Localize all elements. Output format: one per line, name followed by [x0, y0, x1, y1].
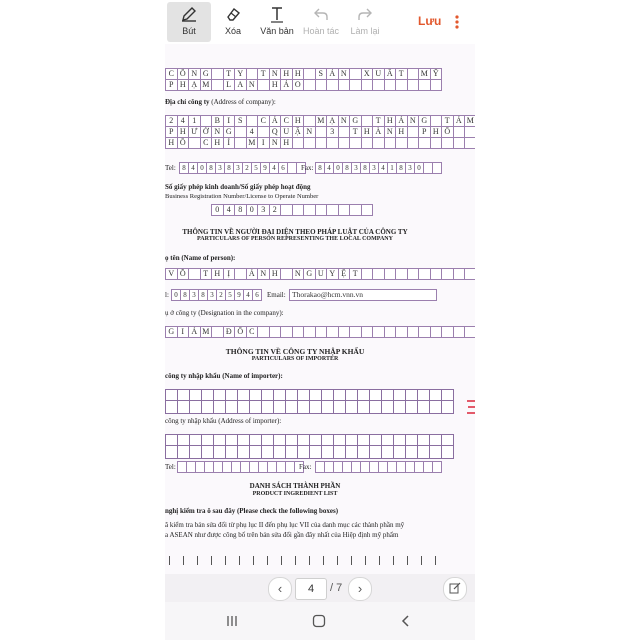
grid-cell: N [257, 268, 270, 280]
grid-cell: G [165, 326, 178, 338]
grid-cell: N [246, 79, 259, 91]
grid-cell: N [269, 68, 282, 80]
grid-cell: 4 [177, 115, 190, 127]
annotation-toolbar [165, 0, 475, 45]
tick-mark [169, 556, 170, 565]
grid-cell: H [177, 79, 190, 91]
grid-cell: Ạ [188, 79, 201, 91]
company-name-grid-line2 [165, 79, 441, 91]
grid-cell: T [257, 68, 270, 80]
grid-cell: Đ [223, 326, 236, 338]
grid-cell: N [292, 268, 305, 280]
grid-cell: G [223, 126, 236, 138]
grid-cell: 3 [207, 289, 217, 301]
grid-cell: 9 [234, 289, 244, 301]
grid-cell: H [269, 79, 282, 91]
tick-mark [239, 556, 240, 565]
pen-tool-button[interactable] [167, 2, 211, 42]
tick-mark [393, 556, 394, 565]
grid-cell: 5 [251, 162, 261, 174]
tel-label: Tel: [165, 164, 176, 172]
grid-cell: Ư [188, 126, 201, 138]
grid-cell: N [338, 115, 351, 127]
grid-cell: Á [188, 326, 201, 338]
grid-cell: N [384, 126, 397, 138]
grid-cell: À [372, 126, 385, 138]
tick-mark [435, 556, 436, 565]
tick-mark [253, 556, 254, 565]
tick-mark [183, 556, 184, 565]
grid-cell: Ỹ [430, 68, 443, 80]
undo-icon [299, 2, 343, 26]
grid-cell: 8 [315, 162, 325, 174]
grid-cell: 2 [165, 115, 178, 127]
declaration-line2: a ASEAN như được công bố trên bản sửa đổi gần đây nhất của Hiệp định mỹ phẩm [165, 531, 399, 539]
importer-section-title-en: PARTICULARS OF IMPORTER [251, 356, 339, 362]
text-icon [255, 2, 299, 26]
chevron-left-icon: ‹ [277, 581, 283, 596]
previous-page-button[interactable] [268, 577, 292, 601]
edit-share-button[interactable] [443, 577, 467, 601]
grid-cell: Ờ [200, 126, 213, 138]
grid-cell: H [269, 268, 282, 280]
grid-cell: H [280, 137, 293, 149]
check-boxes-label: nghị kiểm tra ô sau đây (Please check the following boxes) [165, 507, 339, 515]
tick-mark [351, 556, 352, 565]
page-navigation-bar [165, 574, 475, 602]
grid-cell: H [430, 126, 443, 138]
tick-mark [337, 556, 338, 565]
redo-button[interactable] [343, 2, 387, 42]
grid-cell: H [177, 126, 190, 138]
grid-cell: C [165, 68, 178, 80]
grid-cell: T [223, 68, 236, 80]
importer-name-label: công ty nhập khẩu (Name of importer): [165, 372, 283, 380]
email-field: Thorakao@hcm.vnn.vn [289, 289, 437, 301]
total-pages: / 7 [330, 582, 343, 594]
grid-cell: 0 [171, 289, 181, 301]
grid-cell: 4 [223, 204, 236, 216]
grid-cell: Á [395, 115, 408, 127]
grid-cell: M [200, 79, 213, 91]
grid-cell: 3 [405, 162, 415, 174]
grid-cell: 0 [197, 162, 207, 174]
tick-mark [421, 556, 422, 565]
grid-cell: Ạ [326, 115, 339, 127]
grid-cell: G [349, 115, 362, 127]
tick-mark [365, 556, 366, 565]
grid-cell: 0 [246, 204, 259, 216]
grid-cell: H [292, 115, 305, 127]
grid-cell: 3 [233, 162, 243, 174]
grid-cell: T [349, 126, 362, 138]
chevron-right-icon: › [357, 581, 363, 596]
grid-cell: T [395, 68, 408, 80]
grid-cell: M [464, 115, 475, 127]
grid-cell [464, 268, 475, 280]
importer-tel-grid [177, 461, 303, 473]
grid-cell: Á [453, 115, 466, 127]
grid-cell: Ị [223, 268, 236, 280]
grid-cell: H [280, 68, 293, 80]
grid-cell [430, 79, 443, 91]
ingredient-section-title-en: PRODUCT INGREDIENT LIST [252, 491, 338, 497]
grid-cell: U [372, 68, 385, 80]
grid-cell: 3 [189, 289, 199, 301]
grid-cell: 3 [257, 204, 270, 216]
person-name-label: ọ tên (Name of person): [165, 254, 236, 262]
address-label: Địa chỉ công ty (Address of company): [165, 98, 276, 106]
grid-cell: X [361, 68, 374, 80]
eraser-tool-button[interactable] [211, 2, 255, 42]
grid-cell: M [246, 137, 259, 149]
current-page-input[interactable]: 4 [295, 578, 327, 600]
red-margin-mark [467, 400, 475, 402]
importer-tel-label: Tel: [165, 463, 176, 471]
grid-cell: 0 [333, 162, 343, 174]
grid-cell: 1 [188, 115, 201, 127]
grid-cell: O [292, 79, 305, 91]
grid-cell: Ố [234, 326, 247, 338]
grid-cell: N [269, 137, 282, 149]
grid-cell: Ả [280, 79, 293, 91]
grid-cell: 3 [326, 126, 339, 138]
grid-cell [464, 137, 475, 149]
grid-cell: C [246, 326, 259, 338]
empty-grid-cell [432, 461, 442, 473]
grid-cell: 0 [414, 162, 424, 174]
grid-cell: L [223, 79, 236, 91]
grid-cell: 8 [342, 162, 352, 174]
tick-mark [225, 556, 226, 565]
grid-cell: B [211, 115, 224, 127]
grid-cell: S [234, 115, 247, 127]
grid-cell: 8 [234, 204, 247, 216]
fax-grid [315, 162, 441, 174]
grid-cell: 3 [215, 162, 225, 174]
system-navigation-bar [165, 602, 475, 640]
tick-mark [379, 556, 380, 565]
save-button[interactable]: Lưu [418, 14, 442, 28]
importer-name-grid-line2 [165, 400, 453, 414]
grid-cell: 6 [252, 289, 262, 301]
grid-cell: P [165, 79, 178, 91]
grid-cell: 4 [243, 289, 253, 301]
grid-cell: T [349, 268, 362, 280]
grid-cell: 8 [198, 289, 208, 301]
grid-cell: M [315, 115, 328, 127]
home-icon[interactable] [312, 614, 326, 628]
grid-cell [361, 204, 374, 216]
grid-cell: Ấ [384, 68, 397, 80]
grid-cell: 2 [269, 204, 282, 216]
grid-cell: P [165, 126, 178, 138]
grid-cell: N [407, 115, 420, 127]
redo-icon [343, 2, 387, 26]
importer-fax-label: Fax: [299, 463, 312, 471]
tel-grid [179, 162, 305, 174]
grid-cell: G [303, 268, 316, 280]
red-margin-mark [467, 412, 475, 414]
person-name-grid [165, 268, 475, 280]
grid-cell: Á [246, 268, 259, 280]
grid-cell: H [361, 126, 374, 138]
recent-apps-icon[interactable] [225, 614, 239, 628]
pen-tool-label: Bút [182, 26, 196, 36]
license-grid [211, 204, 372, 216]
grid-cell: 8 [179, 162, 189, 174]
grid-cell: U [280, 126, 293, 138]
designation-label: ụ ở công ty (Designation in the company): [165, 309, 284, 317]
grid-cell: N [338, 68, 351, 80]
grid-cell: C [200, 137, 213, 149]
grid-cell: 3 [351, 162, 361, 174]
grid-cell: 0 [211, 204, 224, 216]
red-margin-mark [468, 406, 475, 408]
importer-section-title: THÔNG TIN VỀ CÔNG TY NHẬP KHẨU [225, 347, 365, 356]
grid-cell: Ả [326, 68, 339, 80]
grid-cell: P [418, 126, 431, 138]
license-label: Số giấy phép kinh doanh/Số giấy phép hoạt động [165, 183, 311, 191]
text-tool-button[interactable] [255, 2, 299, 42]
grid-cell: G [418, 115, 431, 127]
ingredient-section-title: DANH SÁCH THÀNH PHẦN [249, 482, 341, 490]
tick-mark [407, 556, 408, 565]
grid-cell: 8 [224, 162, 234, 174]
importer-fax-grid [315, 461, 441, 473]
grid-cell: N [211, 126, 224, 138]
email-label: Email: [267, 291, 286, 299]
address-grid-line3 [165, 137, 475, 149]
grid-cell: 4 [246, 126, 259, 138]
grid-cell: T [441, 115, 454, 127]
undo-button[interactable] [299, 2, 343, 42]
fax-label: Fax: [301, 164, 314, 172]
rep-section-title-en: PARTICULARS OF PERSON REPRESENTING THE LOCAL COMPANY [197, 236, 393, 242]
grid-cell: 4 [378, 162, 388, 174]
grid-cell: 1 [387, 162, 397, 174]
grid-cell: Í [223, 137, 236, 149]
redo-label: Làm lại [350, 26, 380, 36]
grid-cell: Ô [177, 68, 190, 80]
text-tool-label: Văn bản [260, 26, 294, 36]
grid-cell: M [200, 326, 213, 338]
eraser-tool-label: Xóa [224, 26, 241, 36]
grid-cell: 8 [180, 289, 190, 301]
grid-cell: 4 [324, 162, 334, 174]
grid-cell: Q [269, 126, 282, 138]
grid-cell: Y [326, 268, 339, 280]
grid-cell: Õ [177, 268, 190, 280]
grid-cell: H [165, 137, 178, 149]
tick-mark [309, 556, 310, 565]
grid-cell: N [303, 126, 316, 138]
grid-cell: C [280, 115, 293, 127]
grid-cell: M [418, 68, 431, 80]
grid-cell: A [234, 79, 247, 91]
eraser-icon [211, 2, 255, 26]
grid-cell: S [315, 68, 328, 80]
grid-cell: Ậ [292, 126, 305, 138]
table-header-ticks [165, 556, 455, 566]
tick-mark [211, 556, 212, 565]
grid-cell [464, 326, 475, 338]
grid-cell: Á [269, 115, 282, 127]
importer-address-label: công ty nhập khẩu (Address of importer): [165, 417, 282, 425]
designation-grid [165, 326, 475, 338]
grid-cell: 9 [260, 162, 270, 174]
grid-cell: 3 [369, 162, 379, 174]
grid-cell: H [292, 68, 305, 80]
grid-cell: I [257, 137, 270, 149]
license-label-en: Business Registration Number/License to Operate Number [165, 193, 319, 200]
tick-mark [281, 556, 282, 565]
grid-cell: 4 [188, 162, 198, 174]
grid-cell [432, 162, 442, 174]
pen-icon [167, 2, 211, 26]
grid-cell: Ệ [338, 268, 351, 280]
grid-cell: 8 [396, 162, 406, 174]
grid-cell: G [200, 68, 213, 80]
phone-screen [165, 0, 475, 640]
tick-mark [197, 556, 198, 565]
grid-cell: C [257, 115, 270, 127]
phone-grid [171, 289, 261, 301]
declaration-line1: ã kiểm tra bản sửa đổi từ phụ lục II đến phụ lục VII của danh mục các thành phần mỹ [165, 521, 405, 529]
grid-cell: N [188, 68, 201, 80]
grid-cell: H [211, 268, 224, 280]
empty-grid-cell [441, 400, 454, 414]
next-page-button[interactable] [348, 577, 372, 601]
grid-cell: U [315, 268, 328, 280]
tick-mark [323, 556, 324, 565]
grid-cell: H [211, 137, 224, 149]
undo-label: Hoàn tác [302, 26, 340, 36]
grid-cell: Y [234, 68, 247, 80]
grid-cell: 2 [216, 289, 226, 301]
empty-grid-cell [441, 445, 454, 459]
grid-cell: 6 [278, 162, 288, 174]
rep-section-title: THÔNG TIN VỀ NGƯỜI ĐẠI DIỆN THEO PHÁP LUẬT CỦA CÔNG TY [182, 228, 408, 236]
grid-cell: Ồ [177, 137, 190, 149]
grid-cell: 4 [269, 162, 279, 174]
phone-label: l: [165, 291, 169, 299]
importer-address-grid-line2 [165, 445, 453, 459]
grid-cell: H [384, 115, 397, 127]
grid-cell: 8 [206, 162, 216, 174]
back-icon[interactable] [399, 614, 413, 628]
grid-cell: T [200, 268, 213, 280]
more-options-icon[interactable] [453, 12, 461, 32]
grid-cell: T [372, 115, 385, 127]
grid-cell: Ố [441, 126, 454, 138]
grid-cell: I [223, 115, 236, 127]
grid-cell: I [177, 326, 190, 338]
grid-cell: 8 [360, 162, 370, 174]
document-page[interactable] [165, 44, 475, 574]
edit-icon [449, 582, 461, 597]
grid-cell: 5 [225, 289, 235, 301]
tick-mark [267, 556, 268, 565]
tick-mark [295, 556, 296, 565]
grid-cell: V [165, 268, 178, 280]
grid-cell: 2 [242, 162, 252, 174]
grid-cell: H [395, 126, 408, 138]
